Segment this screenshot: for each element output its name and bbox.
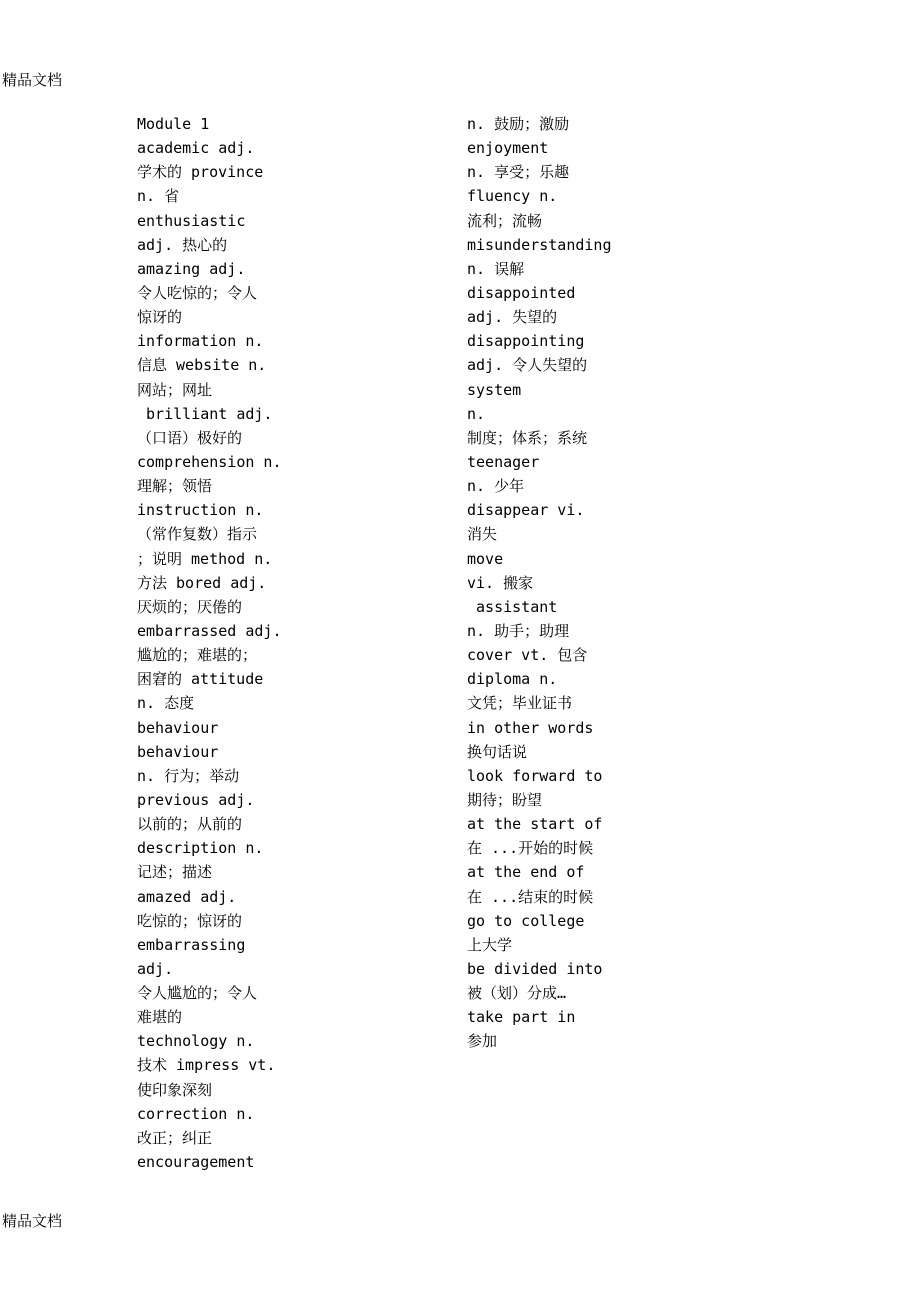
vocab-line: be divided into — [467, 959, 603, 978]
vocab-line: 在 ...结束的时候 — [467, 887, 594, 906]
vocab-line: 在 ...开始的时候 — [467, 839, 594, 858]
vocab-line: n. 行为；举动 — [137, 766, 240, 785]
vocab-line: teenager — [467, 452, 540, 471]
vocab-line: adj. 失望的 — [467, 308, 558, 327]
vocab-line: disappointing — [467, 332, 585, 351]
vocab-line: system — [467, 380, 522, 399]
vocab-line: 换句话说 — [467, 742, 528, 761]
vocab-line: disappointed — [467, 283, 576, 302]
vocab-line: at the start of — [467, 815, 603, 834]
vocab-line: enthusiastic — [137, 211, 246, 230]
vocab-line: 厌烦的；厌倦的 — [137, 597, 243, 616]
vocab-line: 理解；领悟 — [137, 477, 213, 496]
vocab-line: look forward to — [467, 766, 603, 785]
vocab-line: 网站；网址 — [137, 380, 213, 399]
vocabulary-column-right — [467, 112, 612, 1053]
vocab-line: 改正；纠正 — [137, 1128, 213, 1147]
vocab-line: misunderstanding — [467, 235, 612, 254]
vocab-line: cover vt. 包含 — [467, 646, 588, 665]
vocab-line: 学术的 province — [137, 163, 264, 182]
vocab-line: enjoyment — [467, 139, 549, 158]
vocab-line: description n. — [137, 839, 264, 858]
vocab-line: behaviour — [137, 742, 219, 761]
vocab-line: encouragement — [137, 1153, 255, 1172]
vocab-line: 难堪的 — [137, 1008, 183, 1027]
vocab-line: adj. 热心的 — [137, 235, 228, 254]
vocab-line: n. 鼓励；激励 — [467, 115, 570, 133]
vocab-line: disappear vi. — [467, 501, 585, 520]
vocab-line: 使印象深刻 — [137, 1080, 213, 1099]
vocab-line: n. 态度 — [137, 694, 195, 713]
vocab-line: 流利；流畅 — [467, 211, 543, 230]
vocab-line: academic adj. — [137, 139, 255, 158]
vocab-line: n. — [467, 404, 486, 423]
vocab-line: comprehension n. — [137, 452, 282, 471]
vocab-line: 尴尬的；难堪的； — [137, 646, 258, 665]
vocab-line: assistant — [467, 597, 558, 616]
vocab-line: diploma n. — [467, 670, 558, 689]
vocab-line: in other words — [467, 718, 594, 737]
vocab-line: 制度；体系；系统 — [467, 428, 588, 447]
vocab-line: instruction n. — [137, 501, 264, 520]
vocab-line: 参加 — [467, 1032, 498, 1051]
vocab-line: ；说明 method n. — [137, 549, 273, 568]
vocab-line: amazed adj. — [137, 887, 237, 906]
vocab-line: n. 少年 — [467, 477, 525, 496]
vocab-line: correction n. — [137, 1104, 255, 1123]
vocab-line: information n. — [137, 332, 264, 351]
vocab-line: vi. 搬家 — [467, 573, 534, 592]
vocab-line: Module 1 — [137, 115, 210, 133]
vocab-line: 以前的；从前的 — [137, 815, 243, 834]
vocab-line: 上大学 — [467, 935, 513, 954]
vocab-line: 技术 impress vt. — [137, 1056, 276, 1075]
vocabulary-column-left — [137, 112, 282, 1174]
vocab-line: 记述；描述 — [137, 863, 213, 882]
vocab-line: 困窘的 attitude — [137, 670, 264, 689]
vocab-line: amazing adj. — [137, 259, 246, 278]
vocab-line: fluency n. — [467, 187, 558, 206]
vocab-line: embarrassed adj. — [137, 621, 282, 640]
vocab-line: n. 享受；乐趣 — [467, 163, 570, 182]
vocab-line: 方法 bored adj. — [137, 573, 267, 592]
vocab-line: take part in — [467, 1008, 576, 1027]
vocab-line: 令人尴尬的；令人 — [137, 984, 258, 1003]
vocab-line: 惊讶的 — [137, 308, 183, 327]
vocab-line: move — [467, 549, 504, 568]
vocab-line: behaviour — [137, 718, 219, 737]
vocab-line: （口语）极好的 — [137, 428, 243, 447]
vocab-line: n. 误解 — [467, 259, 525, 278]
vocab-line: previous adj. — [137, 790, 255, 809]
vocab-line: 消失 — [467, 525, 498, 544]
vocab-line: at the end of — [467, 863, 585, 882]
running-header: 精品文档 — [2, 71, 63, 89]
vocab-line: technology n. — [137, 1032, 255, 1051]
vocab-line: 令人吃惊的；令人 — [137, 283, 258, 302]
vocab-line: 被（划）分成… — [467, 984, 567, 1003]
vocab-line: adj. — [137, 959, 174, 978]
vocab-line: brilliant adj. — [137, 404, 273, 423]
vocab-line: n. 助手；助理 — [467, 621, 570, 640]
vocab-line: 期待；盼望 — [467, 790, 543, 809]
vocab-line: 信息 website n. — [137, 356, 267, 375]
vocab-line: go to college — [467, 911, 585, 930]
vocab-line: embarrassing — [137, 935, 246, 954]
vocab-line: adj. 令人失望的 — [467, 356, 588, 375]
vocab-line: 吃惊的；惊讶的 — [137, 911, 243, 930]
vocab-line: （常作复数）指示 — [137, 525, 258, 544]
running-footer: 精品文档 — [2, 1212, 63, 1230]
vocab-line: 文凭；毕业证书 — [467, 694, 573, 713]
vocab-line: n. 省 — [137, 187, 180, 206]
